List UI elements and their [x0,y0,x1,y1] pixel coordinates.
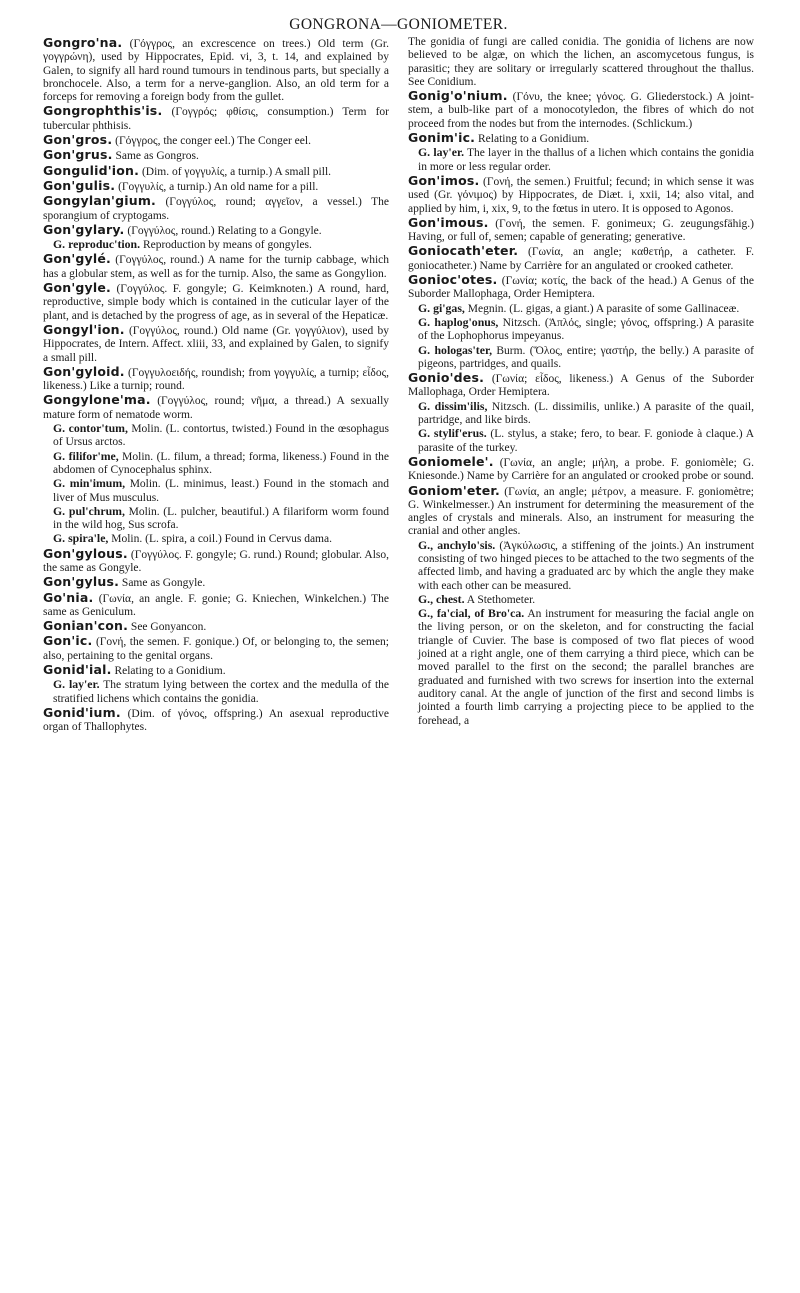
entry-headword: G., chest. [418,591,465,606]
entry-headword: G. spira'le, [53,531,109,546]
entry-definition: The layer in the thallus of a lichen which contains the gonidia in more or less regular order. [418,147,754,173]
sub-entry [43,450,389,478]
entry-definition: (Ἀγκύλωσις, a stiffening of the joints.) An instrument consisting of two hinged pieces to be attached to the two segments of the affected limb, and having a graduated arc by which the angle they make with each other can be measured. [418,539,755,592]
dictionary-entry [43,252,389,281]
running-head: GONGRONA—GONIOMETER. [289,16,508,33]
entry-headword: Gonio'des. [408,370,485,386]
entry-definition: Molin. (L. spira, a coil.) Found in Cervus dama. [111,533,332,546]
entry-definition: (Γωνία, an angle. F. gonie; G. Kniechen, Winkelchen.) The same as Geniculum. [43,592,389,618]
columns [43,36,754,735]
entry-headword: G. haplog'onus, [418,314,499,329]
entry-definition: Same as Gongros. [115,150,199,163]
entry-definition: (Γονή, the semen. F. gonique.) Of, or belonging to, the semen; also, pertaining to the genital organs. [43,636,389,662]
entry-definition: (Γόνυ, the knee; γόνος. G. Gliederstock.) A joint-stem, a bulb-like part of a monocotyledon, the fibres of which do not proceed from the nodes but from the internodes. (Schlickum.) [408,91,754,130]
dictionary-entry [408,174,754,216]
dictionary-entry [43,36,389,104]
entry-definition: Nitzsch. (Ἁπλός, single; γόνος, offspring.) A parasite of the Lophophorus impeyanus. [418,316,755,343]
entry-definition: (Dim. of γόνος, offspring.) An asexual reproductive organ of Thallophytes. [43,707,389,734]
entry-definition: (Γογγύλος, round; αγγεῖον, a vessel.) The sporangium of cryptogams. [43,196,389,222]
entry-headword: Gon'imos. [408,172,480,188]
entry-definition: Megnin. (L. gigas, a giant.) A parasite of some Gallinaceæ. [467,302,740,315]
entry-headword: G. lay'er. [53,677,100,692]
sub-entry [43,477,389,505]
dictionary-entry [43,223,389,238]
entry-headword: G. contor'tum, [53,421,128,436]
dictionary-entry [408,89,754,131]
dictionary-entry [408,216,754,245]
entry-definition: (L. stylus, a stake; fero, to bear. F. goniode à claque.) A parasite of the turkey. [418,428,755,454]
dictionary-entry [43,281,389,323]
entry-definition: Molin. (L. contortus, twisted.) Found in the œsophagus of Ursus arctos. [53,423,389,449]
dictionary-entry [43,591,389,620]
sub-entry [408,607,754,728]
sub-entry [43,532,389,546]
entry-headword: Go'nia. [43,589,94,605]
sub-entry [408,539,754,593]
entry-headword: G., anchylo'sis. [418,537,496,552]
sub-entry [408,146,754,174]
entry-headword: Gon'gros. [43,132,113,148]
entry-definition: Nitzsch. (L. dissimilis, unlike.) A parasite of the quail, partridge, and like birds. [418,400,755,427]
entry-headword: Gon'gylous. [43,545,128,561]
entry-definition: (Dim. of γογγυλίς, a turnip.) A small pill. [141,165,332,178]
entry-headword: Gonim'ic. [408,130,476,146]
entry-headword: Gon'ic. [43,633,93,649]
sub-entry [408,427,754,455]
entry-definition: Molin. (L. minimus, least.) Found in the stomach and liver of Mus musculus. [53,478,389,504]
sub-entry [43,678,389,706]
sub-entry [408,302,754,316]
sub-entry [408,593,754,607]
entry-headword: Gonid'ial. [43,662,112,678]
entry-headword: Goniom'eter. [408,482,500,498]
dictionary-entry [43,393,389,422]
dictionary-entry [43,323,389,365]
sub-entry [43,505,389,533]
right-column [408,36,754,735]
dictionary-entry [43,365,389,394]
entry-definition: (Γογγύλος. F. gongyle; G. rund.) Round; globular. Also, the same as Gongyle. [43,548,389,574]
entry-headword: Gon'grus. [43,147,113,163]
dictionary-entry [43,194,389,223]
entry-headword: Gonian'con. [43,618,129,634]
entry-definition: Same as Gongyle. [121,577,206,590]
dictionary-entry [43,663,389,678]
entry-headword: G. stylif'erus. [418,426,487,441]
dictionary-entry [43,148,389,163]
entry-headword: Gongro'na. [43,35,123,50]
entry-definition: Reproduction by means of gongyles. [142,239,312,252]
sub-entry [408,344,754,372]
entry-headword: Gongyl'ion. [43,321,125,337]
sub-entry [43,422,389,450]
entry-definition: (Γογγύλος. F. gongyle; G. Keimknoten.) A round, hard, reproductive, simple body which is contained in the cuticular layer of the plant, and is detached by the progress of age, as in several of the Hepaticæ. [43,283,390,322]
entry-headword: Gongylan'gium. [43,193,156,209]
entry-headword: G. hologas'ter, [418,342,493,357]
entry-definition: Burm. (Ὅλος, entire; γαστήρ, the belly.) A parasite of pigeons, partridges, and quails. [418,344,754,370]
entry-headword: Gon'gylus. [43,574,120,590]
sub-entry [408,400,754,428]
entry-definition: (Γογγρός; φθίσις, consumption.) Term for tubercular phthisis. [43,106,390,132]
entry-headword: Gon'gyle. [43,280,111,296]
entry-definition: (Γογγυλοειδής, roundish; from γογγυλίς, a turnip; εἶδος, likeness.) Like a turnip; round. [43,366,389,393]
entry-headword: Gonid'ium. [43,704,121,720]
dictionary-entry [408,455,754,484]
dictionary-entry [43,575,389,590]
entry-definition: An instrument for measuring the facial angle on the living person, or on the skeleton, and for constructing the facial triangle of Cuvier. The base is composed of two flat pieces of wood joined at a right angle, one of them carrying a third piece, which can be moved parallel to the first on the second; the parallel branches are graduated and furnished with two screws for insertion into the external auditory canal. At the angle of junction of the first and second limbs is jointed a fourth limb carrying a projecting piece to be applied to the forehead, a [418,608,754,727]
entry-headword: Gongylone'ma. [43,392,151,408]
dictionary-entry [43,179,389,194]
entry-definition: (Γωνία, an angle; μέτρον, a measure. F. goniomètre; G. Winkelmesser.) An instrument for determining the measurement of the angles of crystals and minerals. Also, an instrument for measuring the cranial and other angles. [408,485,754,538]
dictionary-entry [43,164,389,179]
entry-definition: (Γόγγρος, an excrescence on trees.) Old term (Gr. γογγρώνη), used by Hippocrates, Epid. vi, 3, t. 14, and explained by Galen, to signify all hard round tumours in tendinous parts, but specially a bronchocele. Also, a term for a nerve-ganglion. Also, an old term for a forceps for removing a foreign body from the gullet. [43,38,389,104]
entry-definition: The stratum lying between the cortex and the medulla of the stratified lichens which contains the gonidia. [53,679,390,705]
dictionary-entry [408,244,754,273]
entry-definition: Relating to a Gonidium. [478,133,590,146]
entry-definition: (Γόγγρος, the conger eel.) The Conger eel. [115,135,311,148]
dictionary-entry [408,371,754,400]
entry-headword: G. dissim'ilis, [418,398,488,413]
entry-headword: G. gi'gas, [418,300,465,315]
entry-definition: (Γογγύλος, round.) Old name (Gr. γογγύλιον), used by Hippocrates, de Intern. Affect. xliii, 33, and explained by Galen, to signify a small pill. [43,324,389,364]
entry-headword: G. reproduc'tion. [53,237,141,252]
entry-definition: A Stethometer. [466,593,536,606]
entry-headword: Goniomele'. [408,453,494,469]
entry-definition: The gonidia of fungi are called conidia. The gonidia of lichens are now believed to be algæ, on which the lichen, an ascomycetous fungus, is parasitic; they are solitary or irregularly scattered throughout the thallus. See Conidium. [408,36,754,88]
entry-definition: (Γωνία; κοτίς, the back of the head.) A Genus of the Suborder Mallophaga, Order Hemiptera. [408,275,754,301]
entry-headword: G. pul'chrum, [53,503,125,518]
entry-headword: G. lay'er. [418,145,465,160]
sub-entry [43,238,389,252]
entry-definition: (Γογγύλος, round; νῆμα, a thread.) A sexually mature form of nematode worm. [43,395,390,421]
dictionary-entry [43,619,389,634]
dictionary-entry [408,36,754,89]
dictionary-entry [43,634,389,663]
dictionary-entry [43,104,389,133]
entry-headword: Gon'imous. [408,214,489,230]
dictionary-entry [408,131,754,146]
entry-definition: (Γογγύλος, round.) Relating to a Gongyle. [127,224,322,237]
entry-headword: Gongrophthis'is. [43,103,163,119]
dictionary-entry [43,133,389,148]
entry-definition: (Γωνία; εἶδος, likeness.) A Genus of the Suborder Mallophaga, Order Hemiptera. [408,373,755,399]
entry-headword: Gon'gylé. [43,251,111,267]
entry-definition: See Gonyancon. [130,621,207,634]
entry-definition: (Γογγύλος, round.) A name for the turnip cabbage, which has a globular stem, as well as for the turnip. Also, the same as Gongylion. [43,254,390,280]
entry-headword: Gon'gyloid. [43,363,125,379]
entry-headword: Gongulid'ion. [43,162,140,178]
entry-headword: G., fa'cial, of Bro'ca. [418,606,525,621]
entry-headword: Gonioc'otes. [408,272,498,288]
entry-headword: Gon'gylary. [43,221,125,237]
entry-definition: (Γονή, the semen. F. gonimeux; G. zeugungsfähig.) Having, or full of, semen; capable of generating; generative. [408,217,755,244]
left-column [43,36,389,735]
entry-headword: G. filifor'me, [53,448,119,463]
dictionary-entry [43,547,389,576]
entry-definition: (Γογγυλίς, a turnip.) An old name for a pill. [118,180,319,193]
entry-definition: (Γωνία, an angle; καθετήρ, a catheter. F. goniocatheter.) Name by Carrière for an angulated or crooked catheter. [408,246,754,272]
entry-headword: Gon'gulis. [43,177,116,193]
entry-definition: Molin. (L. filum, a thread; forma, likeness.) Found in the abdomen of Cynocephalus sphinx. [53,450,389,476]
entry-definition: (Γωνία, an angle; μήλη, a probe. F. goniomèle; G. Kniesonde.) Name by Carrière for an angulated or crooked probe or sound. [408,456,755,483]
entry-definition: Relating to a Gonidium. [114,665,226,678]
entry-headword: G. min'imum, [53,476,126,491]
sub-entry [408,316,754,344]
entry-headword: Goniocath'eter. [408,243,519,259]
entry-headword: Gonig'o'nium. [408,88,508,104]
dictionary-entry [408,484,754,539]
entry-definition: (Γονή, the semen.) Fruitful; fecund; in which sense it was used (Gr. γόνιμος) by Hippocrates, de Diæt. i, xxii, 14; also vital, and applied by him, i, xix, 9, to the fœtus in utero. It is opposed to Agonos. [408,175,754,215]
dictionary-entry [43,706,389,735]
dictionary-entry [408,273,754,302]
entry-definition: Molin. (L. pulcher, beautiful.) A filariform worm found in the wild hog, Sus scrofa. [53,505,390,532]
